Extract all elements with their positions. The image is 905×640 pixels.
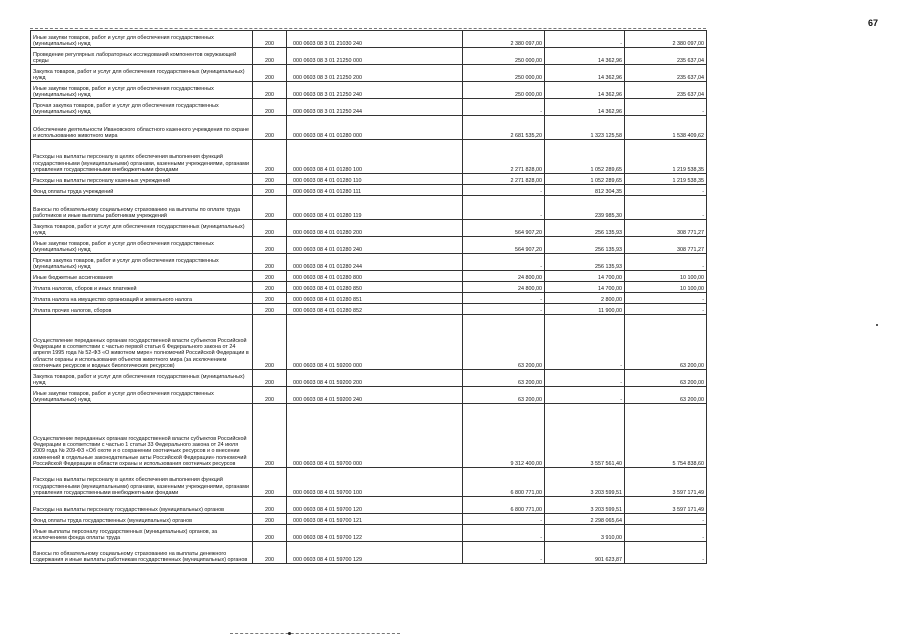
cell-code: 200 [253, 174, 287, 185]
table-row [31, 65, 707, 82]
cell-kbk: 000 0603 08 4 01 01280 852 [287, 304, 463, 315]
table-row [31, 525, 707, 542]
page-number: 67 [868, 18, 879, 28]
table-row [31, 116, 707, 140]
cell-kbk: 000 0603 08 4 01 59700 120 [287, 497, 463, 514]
cell-kbk: 000 0603 08 3 01 21250 240 [287, 82, 463, 99]
table-row [31, 293, 707, 304]
scan-dot [288, 632, 291, 635]
cell-kbk: 000 0603 08 4 01 59700 100 [287, 468, 463, 497]
cell-name: Расходы на выплаты персоналу в целях обеспечения выполнения функций государственными (муниципальными) органами, казенными учреждениями, органами управления государственными внебюджетными фондами [31, 468, 253, 497]
budget-table-body [31, 31, 707, 564]
cell-c3: 308 771,27 [625, 237, 707, 254]
table-row [31, 468, 707, 497]
cell-c2: 14 700,00 [545, 282, 625, 293]
cell-name: Расходы на выплаты персоналу в целях обеспечения выполнения функций государственными (муниципальными) органами, казенными учреждениями, органами управления государственными внебюджетными фондами [31, 140, 253, 174]
cell-c3: 10 100,00 [625, 271, 707, 282]
cell-kbk: 000 0603 08 4 01 59200 200 [287, 370, 463, 387]
cell-c2: 14 362,96 [545, 65, 625, 82]
cell-code: 200 [253, 282, 287, 293]
cell-code: 200 [253, 254, 287, 271]
cell-name: Уплата налогов, сборов и иных платежей [31, 282, 253, 293]
cell-c2: 1 052 289,65 [545, 140, 625, 174]
cell-c1: 63 200,00 [463, 387, 545, 404]
cell-kbk: 000 0603 08 3 01 21250 244 [287, 99, 463, 116]
cell-c1: 24 800,00 [463, 282, 545, 293]
table-row [31, 542, 707, 564]
cell-name: Обеспечение деятельности Ивановского областного казенного учреждения по охране и использованию животного мира [31, 116, 253, 140]
table-row [31, 254, 707, 271]
cell-code: 200 [253, 140, 287, 174]
table-row [31, 304, 707, 315]
cell-c3: - [625, 525, 707, 542]
cell-code: 200 [253, 387, 287, 404]
cell-code: 200 [253, 116, 287, 140]
table-row [31, 315, 707, 370]
cell-c3: - [625, 514, 707, 525]
cell-kbk: 000 0603 08 4 01 59700 122 [287, 525, 463, 542]
cell-c1: - [463, 254, 545, 271]
cell-c1: 250 000,00 [463, 82, 545, 99]
cell-c2: - [545, 315, 625, 370]
cell-c3: 308 771,27 [625, 220, 707, 237]
cell-c2: 14 362,96 [545, 82, 625, 99]
cell-c3: 63 200,00 [625, 315, 707, 370]
cell-kbk: 000 0603 08 4 01 01280 100 [287, 140, 463, 174]
cell-name: Взносы по обязательному социальному страхованию на выплаты по оплате труда работников и иные выплаты работникам учреждений [31, 196, 253, 220]
table-row [31, 271, 707, 282]
cell-c3: 5 754 838,60 [625, 404, 707, 468]
cell-c1: - [463, 293, 545, 304]
cell-name: Осуществление переданных органам государственной власти субъектов Российской Федерации в соответствии с частью первой статьи 6 Федерального закона от 24 апреля 1995 года № 52-ФЗ «О животном мире» полномочий Российской Федерации в области охраны и использования объектов животного мира (за исключением охотничьих ресурсов и водных биологических ресурсов) [31, 315, 253, 370]
cell-code: 200 [253, 237, 287, 254]
cell-c2: 14 362,96 [545, 99, 625, 116]
cell-kbk: 000 0603 08 4 01 01280 800 [287, 271, 463, 282]
cell-c1: - [463, 304, 545, 315]
cell-c1: 250 000,00 [463, 65, 545, 82]
cell-name: Иные бюджетные ассигнования [31, 271, 253, 282]
table-row [31, 185, 707, 196]
cell-c3: 1 219 538,35 [625, 140, 707, 174]
table-row [31, 220, 707, 237]
cell-name: Фонд оплаты труда государственных (муниципальных) органов [31, 514, 253, 525]
cell-c2: - [545, 31, 625, 48]
cell-kbk: 000 0603 08 4 01 59200 240 [287, 387, 463, 404]
top-dashed-line [30, 28, 706, 29]
table-row [31, 497, 707, 514]
cell-name: Закупка товаров, работ и услуг для обеспечения государственных (муниципальных) нужд [31, 370, 253, 387]
cell-c1: 24 800,00 [463, 271, 545, 282]
cell-c2: 3 203 599,51 [545, 468, 625, 497]
cell-c3: - [625, 185, 707, 196]
cell-code: 200 [253, 370, 287, 387]
cell-c2: 3 203 599,51 [545, 497, 625, 514]
cell-name: Иные закупки товаров, работ и услуг для обеспечения государственных (муниципальных) нужд [31, 387, 253, 404]
cell-c2: 256 135,93 [545, 237, 625, 254]
cell-name: Проведение регулярных лабораторных исследований компонентов окружающей среды [31, 48, 253, 65]
cell-name: Осуществление переданных органам государственной власти субъектов Российской Федерации в соответствии с частью 1 статьи 33 Федерального закона от 24 июля 2009 года № 209-ФЗ «Об охоте и о сохранении охотничьих ресурсов и о внесении изменений в отдельные законодательные акты Российской Федерации» полномочий Российской Федерации в области охраны и использования охотничьих ресурсов [31, 404, 253, 468]
table-row [31, 196, 707, 220]
cell-c3: 1 219 538,35 [625, 174, 707, 185]
cell-c1: 2 380 097,00 [463, 31, 545, 48]
cell-c1: 63 200,00 [463, 315, 545, 370]
table-row [31, 99, 707, 116]
cell-c3: 235 637,04 [625, 82, 707, 99]
cell-c2: 1 323 125,58 [545, 116, 625, 140]
cell-c2: 256 135,93 [545, 254, 625, 271]
cell-c1: - [463, 542, 545, 564]
cell-c3: 3 597 171,49 [625, 468, 707, 497]
table-row [31, 387, 707, 404]
table-row [31, 282, 707, 293]
cell-code: 200 [253, 304, 287, 315]
cell-c3: 2 380 097,00 [625, 31, 707, 48]
cell-c3: - [625, 293, 707, 304]
cell-c3: - [625, 542, 707, 564]
cell-kbk: 000 0603 08 4 01 01280 119 [287, 196, 463, 220]
cell-code: 200 [253, 82, 287, 99]
cell-name: Расходы на выплаты персоналу казенных учреждений [31, 174, 253, 185]
cell-c2: 14 700,00 [545, 271, 625, 282]
cell-name: Иные закупки товаров, работ и услуг для обеспечения государственных (муниципальных) нужд [31, 31, 253, 48]
cell-c2: 3 910,00 [545, 525, 625, 542]
cell-c2: - [545, 370, 625, 387]
cell-name: Иные закупки товаров, работ и услуг для обеспечения государственных (муниципальных) нужд [31, 82, 253, 99]
cell-c1: 564 907,20 [463, 220, 545, 237]
cell-c1: 63 200,00 [463, 370, 545, 387]
cell-kbk: 000 0603 08 4 01 01280 850 [287, 282, 463, 293]
cell-c3: - [625, 304, 707, 315]
cell-c2: 812 304,35 [545, 185, 625, 196]
cell-kbk: 000 0603 08 4 01 59700 129 [287, 542, 463, 564]
cell-c1: 250 000,00 [463, 48, 545, 65]
cell-kbk: 000 0603 08 4 01 01280 200 [287, 220, 463, 237]
cell-c3: - [625, 196, 707, 220]
scan-dot-margin [876, 324, 878, 326]
cell-code: 200 [253, 271, 287, 282]
cell-kbk: 000 0603 08 3 01 21030 240 [287, 31, 463, 48]
cell-kbk: 000 0603 08 4 01 01280 851 [287, 293, 463, 304]
cell-name: Расходы на выплаты персоналу государственных (муниципальных) органов [31, 497, 253, 514]
cell-c2: 2 800,00 [545, 293, 625, 304]
cell-c2: 239 985,30 [545, 196, 625, 220]
cell-c2: 11 900,00 [545, 304, 625, 315]
cell-kbk: 000 0603 08 4 01 01280 000 [287, 116, 463, 140]
cell-c2: - [545, 387, 625, 404]
cell-c3: 63 200,00 [625, 387, 707, 404]
cell-c3: 63 200,00 [625, 370, 707, 387]
cell-code: 200 [253, 196, 287, 220]
cell-c1: 2 681 535,20 [463, 116, 545, 140]
cell-c3: 1 538 409,62 [625, 116, 707, 140]
cell-name: Прочая закупка товаров, работ и услуг для обеспечения государственных (муниципальных) нужд [31, 99, 253, 116]
table-row [31, 514, 707, 525]
budget-table [30, 30, 707, 564]
cell-code: 200 [253, 525, 287, 542]
cell-c1: 564 907,20 [463, 237, 545, 254]
cell-kbk: 000 0603 08 4 01 59700 000 [287, 404, 463, 468]
cell-c3: 235 637,04 [625, 48, 707, 65]
cell-code: 200 [253, 497, 287, 514]
cell-c3: 10 100,00 [625, 282, 707, 293]
cell-name: Прочая закупка товаров, работ и услуг для обеспечения государственных (муниципальных) нужд [31, 254, 253, 271]
table-row [31, 370, 707, 387]
table-row [31, 48, 707, 65]
cell-c1: 2 271 828,00 [463, 174, 545, 185]
cell-name: Закупка товаров, работ и услуг для обеспечения государственных (муниципальных) нужд [31, 65, 253, 82]
cell-code: 200 [253, 48, 287, 65]
cell-kbk: 000 0603 08 4 01 01280 244 [287, 254, 463, 271]
cell-code: 200 [253, 315, 287, 370]
cell-c3: - [625, 254, 707, 271]
cell-code: 200 [253, 514, 287, 525]
cell-c3: 235 637,04 [625, 65, 707, 82]
cell-c2: 901 623,87 [545, 542, 625, 564]
cell-c2: 256 135,93 [545, 220, 625, 237]
cell-kbk: 000 0603 08 4 01 01280 240 [287, 237, 463, 254]
cell-name: Закупка товаров, работ и услуг для обеспечения государственных (муниципальных) нужд [31, 220, 253, 237]
cell-name: Уплата прочих налогов, сборов [31, 304, 253, 315]
cell-code: 200 [253, 185, 287, 196]
bottom-dashed-line [230, 633, 400, 634]
cell-kbk: 000 0603 08 4 01 59200 000 [287, 315, 463, 370]
cell-c2: 1 052 289,65 [545, 174, 625, 185]
cell-code: 200 [253, 99, 287, 116]
cell-code: 200 [253, 542, 287, 564]
cell-c1: - [463, 514, 545, 525]
table-row [31, 140, 707, 174]
cell-c2: 2 298 065,64 [545, 514, 625, 525]
cell-c1: 6 800 771,00 [463, 468, 545, 497]
cell-code: 200 [253, 404, 287, 468]
cell-c1: - [463, 99, 545, 116]
cell-name: Уплата налога на имущество организаций и земельного налога [31, 293, 253, 304]
cell-c2: 14 362,96 [545, 48, 625, 65]
cell-kbk: 000 0603 08 4 01 59700 121 [287, 514, 463, 525]
cell-c1: 6 800 771,00 [463, 497, 545, 514]
table-row [31, 237, 707, 254]
cell-c3: - [625, 99, 707, 116]
table-row [31, 404, 707, 468]
cell-name: Иные выплаты персоналу государственных (муниципальных) органов, за исключением фонда оплаты труда [31, 525, 253, 542]
cell-kbk: 000 0603 08 4 01 01280 110 [287, 174, 463, 185]
cell-name: Иные закупки товаров, работ и услуг для обеспечения государственных (муниципальных) нужд [31, 237, 253, 254]
cell-c1: - [463, 196, 545, 220]
cell-c1: - [463, 525, 545, 542]
cell-c2: 3 557 561,40 [545, 404, 625, 468]
cell-c1: 9 312 400,00 [463, 404, 545, 468]
cell-kbk: 000 0603 08 4 01 01280 111 [287, 185, 463, 196]
table-row [31, 31, 707, 48]
cell-c1: 2 271 828,00 [463, 140, 545, 174]
cell-code: 200 [253, 65, 287, 82]
cell-c1: - [463, 185, 545, 196]
cell-code: 200 [253, 31, 287, 48]
table-row [31, 174, 707, 185]
table-row [31, 82, 707, 99]
cell-code: 200 [253, 293, 287, 304]
cell-code: 200 [253, 220, 287, 237]
cell-kbk: 000 0603 08 3 01 21250 000 [287, 48, 463, 65]
cell-c3: 3 597 171,49 [625, 497, 707, 514]
cell-code: 200 [253, 468, 287, 497]
cell-name: Взносы по обязательному социальному страхованию на выплаты денежного содержания и иные выплаты работникам государственных (муниципальных) органов [31, 542, 253, 564]
cell-kbk: 000 0603 08 3 01 21250 200 [287, 65, 463, 82]
cell-name: Фонд оплаты труда учреждений [31, 185, 253, 196]
